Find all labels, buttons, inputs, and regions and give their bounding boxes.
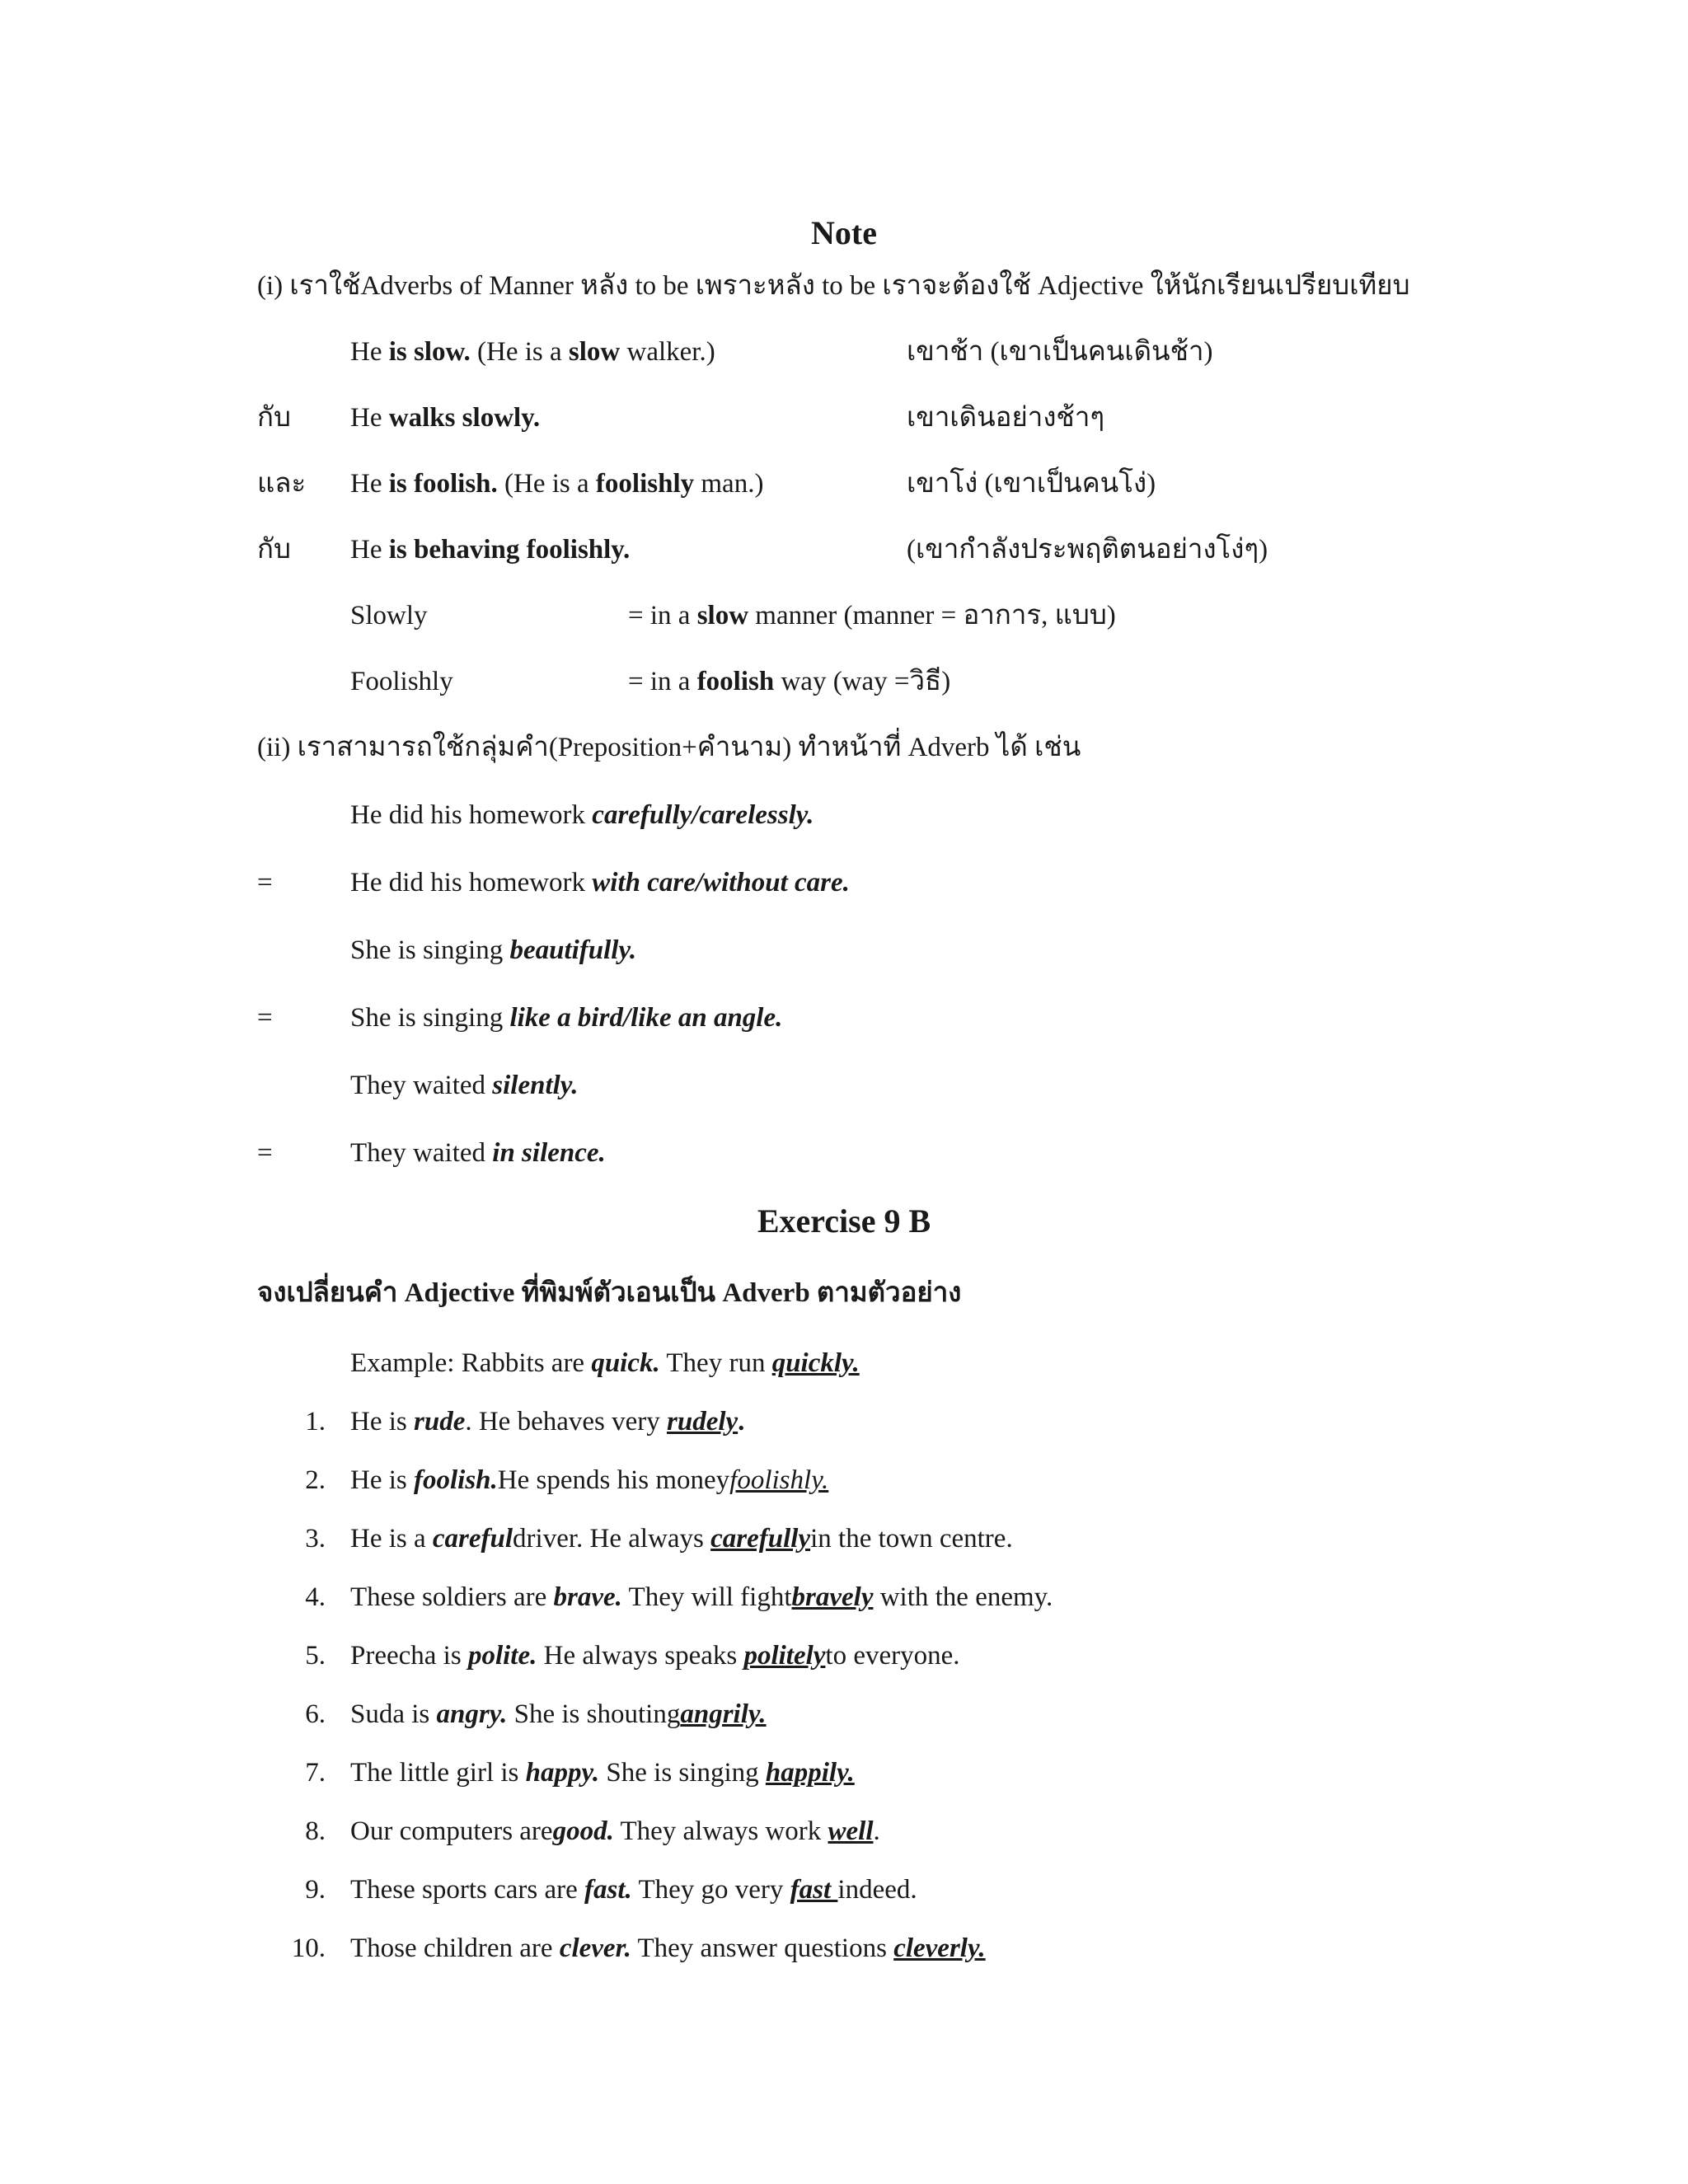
item-number: 9. — [305, 1875, 326, 1905]
item-sentence: Preecha is polite. He always speaks politelyto everyone. — [350, 1641, 960, 1671]
item-number: 3. — [305, 1524, 326, 1554]
item-sentence: He is rude. He behaves very rudely. — [350, 1407, 745, 1436]
note-ii-text: (ii) เราสามารถใช้กลุ่มคำ(Preposition+คำนาม) ทำหน้าที่ Adverb ได้ เช่น — [257, 733, 1081, 762]
item-number: 2. — [305, 1465, 326, 1495]
row-thai: เขาช้า (เขาเป็นคนเดินช้า) — [907, 337, 1213, 367]
row-english: He is slow. (He is a slow walker.) — [350, 337, 715, 367]
item-number: 7. — [305, 1758, 326, 1788]
equivalent-meaning: = in a foolish way (way =วิธี) — [628, 667, 951, 696]
row-english: He is foolish. (He is a foolishly man.) — [350, 469, 764, 499]
example-sentence: She is singing like a bird/like an angle. — [350, 1003, 783, 1033]
row-thai: เขาโง่ (เขาเป็นคนโง่) — [907, 469, 1156, 499]
row-label: และ — [257, 469, 307, 499]
item-number: 10. — [291, 1933, 326, 1963]
example-sentence: He did his homework carefully/carelessly. — [350, 800, 814, 830]
item-number: 4. — [305, 1582, 326, 1612]
example-sentence: They waited silently. — [350, 1071, 579, 1100]
example-label: = — [257, 1138, 273, 1168]
item-sentence: Suda is angry. She is shoutingangrily. — [350, 1699, 767, 1729]
item-number: 1. — [305, 1407, 326, 1436]
item-sentence: Those children are clever. They answer questions cleverly. — [350, 1933, 986, 1963]
item-sentence: He is foolish.He spends his moneyfoolishly. — [350, 1465, 829, 1495]
example-label: = — [257, 1003, 273, 1033]
example-sentence: She is singing beautifully. — [350, 935, 637, 965]
row-english: He walks slowly. — [350, 403, 541, 433]
equivalent-word: Slowly — [350, 601, 428, 630]
exercise-instruction: จงเปลี่ยนคำ Adjective ที่พิมพ์ตัวเอนเป็น Adverb ตามตัวอย่าง — [257, 1278, 962, 1308]
row-label: กับ — [257, 535, 291, 565]
item-number: 5. — [305, 1641, 326, 1671]
note-title: Note — [811, 214, 877, 251]
item-number: 8. — [305, 1816, 326, 1846]
exercise-title: Exercise 9 B — [757, 1202, 931, 1240]
item-number: 6. — [305, 1699, 326, 1729]
row-thai: เขาเดินอย่างช้าๆ — [907, 403, 1105, 433]
item-sentence: Our computers aregood. They always work well. — [350, 1816, 880, 1846]
example-sentence: They waited in silence. — [350, 1138, 606, 1168]
item-sentence: He is a carefuldriver. He always carefullyin the town centre. — [350, 1524, 1013, 1554]
item-sentence: These soldiers are brave. They will fightbravely with the enemy. — [350, 1582, 1053, 1612]
equivalent-word: Foolishly — [350, 667, 453, 696]
note-i-text: (i) เราใช้Adverbs of Manner หลัง to be เพราะหลัง to be เราจะต้องใช้ Adjective ให้นักเรียนเปรียบเทียบ — [257, 271, 1410, 301]
example-label: = — [257, 868, 273, 898]
item-sentence: These sports cars are fast. They go very fast indeed. — [350, 1875, 917, 1905]
equivalent-meaning: = in a slow manner (manner = อาการ, แบบ) — [628, 601, 1116, 630]
exercise-example: Example: Rabbits are quick. They run quickly. — [350, 1348, 860, 1378]
item-sentence: The little girl is happy. She is singing happily. — [350, 1758, 855, 1788]
row-label: กับ — [257, 403, 291, 433]
row-thai: (เขากำลังประพฤติตนอย่างโง่ๆ) — [907, 535, 1268, 565]
example-sentence: He did his homework with care/without care. — [350, 868, 850, 898]
row-english: He is behaving foolishly. — [350, 535, 631, 565]
